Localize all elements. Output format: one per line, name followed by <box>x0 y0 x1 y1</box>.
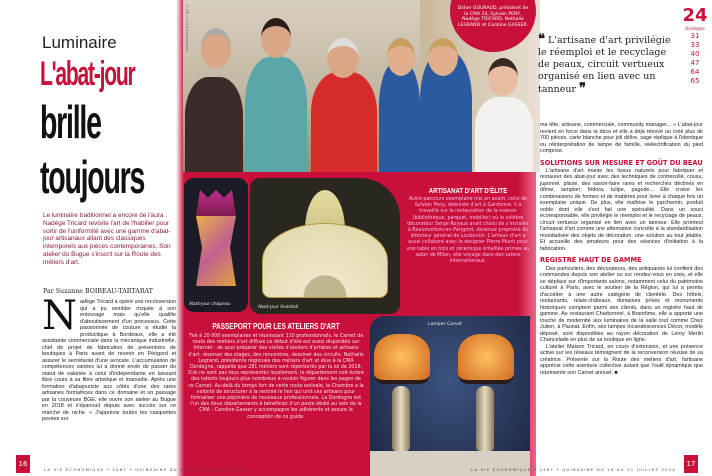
pull-quote <box>538 34 676 96</box>
index-main: 24 <box>682 5 708 26</box>
standfirst: Le luminaire traditionnel a encore de l'aura : Nadège Tricard revisite l'art de l'habiller pour sortir de l'uniformité avec une gamme d'abat-jour artisanaux allant des classiques intemporels aux pièces contemporaines. Son atelier du Bugue s'inscrit sur la Route des métiers d'art. <box>43 212 171 266</box>
box-artisanat-elite <box>406 186 530 265</box>
caption-lamps: Lampes Corset <box>428 322 462 327</box>
footer-right: LA VIE ÉCONOMIQUE • 2487 • QUINZAINE DU 16 AU 31 JUILLET 2024 <box>471 467 676 472</box>
byline: Par Suzanne BOIREAU-TARTARAT <box>43 288 153 295</box>
photo-credit: © DR - La Vie Économique <box>185 4 189 52</box>
body-text: elle a été assistante commerciale dans la mécanique industrielle, chef de projet de fabrication de présentoirs de boutiques à Paris avant de revenir en Périgord et assurer le secrétariat d'une avocate. L'accumulation de compétences variées lui a donné envie de passer du statut de salariée à celui d'indépendante en laissant libre cours à sa fibre artistique et manuelle. Après une formation d'abajouriste aux côtés d'une des rares artisanes formatrices dans ce domaine et un passage par la couveuse BGE, elle ouvre son atelier au Bugue en 2018 et s'épanouit depuis avec succès sur ce marché de niche. « J'apprécie toutes les casquettes posées sur <box>42 331 177 422</box>
caption-eventail: Abat-jour éventail <box>258 305 299 310</box>
title-line-1: L'abat-jour <box>40 55 135 93</box>
box-passeport-title: PASSEPORT POUR LES ATELIERS D'ART <box>212 322 340 331</box>
index-page[interactable]: 31 <box>690 32 700 40</box>
page-number-right: 17 <box>684 455 698 473</box>
index-page[interactable]: 65 <box>690 77 700 85</box>
box-passeport-text: Tiré à 20 000 exemplaires et réunissant 110 professionnels, le Carnet de route des métiers d'art diffusé ce début d'été est aussi disponible sur Internet : de quoi préparer des visites d'ateliers d'artistes et artisans d'art, réserver des stages, des rencontres, dessiner des circuits. Nathalie Legrand, présidente régionale des métiers d'art et élue à la CMA Dordogne, rappelle que 281 métiers sont répertoriés par la loi de 2016. S'ils ne sont pas tous représentés localement, le département voit éclore des talents toujours plus nombreux à vouloir figurer dans les pages de ce Carnet. Au-delà du temps fort de cette route estivale, la Chambre a la volonté de structurer à la rentrée le lien qui unit ces artisans pour formaliser une pépinière de nouveaux professionnels. La Dordogne est l'un des deux départements à bénéficier d'un poste dédié au sein de la CMA : Caroline Gasser y accompagne les adhérents et assure la conception de ce guide. <box>188 334 364 420</box>
subheading: REGISTRE HAUT DE GAMME <box>540 256 642 265</box>
right-column <box>540 122 703 376</box>
photo-eventail <box>250 178 400 314</box>
box-elite-text: Autre parcours exemplaire mis en avant, celui de Sylvain Peny, ébéniste d'art à Gardonne. Il a travaillé sur la restauration de la maison (bibliothèque, parquet, mobilier) où le célèbre décorateur Serge Royaux avait choisi de s'installer à Beaumontois-en-Périgord, devenue propriété du directeur général de Louboutin. L'artisan d'art a aussi collaboré avec le designer Pierre Munit pour une table en bois et céramique émaillée primée au salon de Milan, elle voyage dans des salons internationaux. <box>406 197 530 265</box>
paragraph: L'artisane d'art manie les tissus naturels pour fabriquer et restaurer des abat-jour avec des techniques de contrecollé, cousu, juponné, plissé, des savoir-faire rares et recherchés déclinés en dôme, lampion, fédora, tulipe, pagode... Elle croise les combinaisons de formes et de matières pour livrer à chaque fois un exemplaire unique. De plus, elle maîtrise le parchemin, produit noble dont elle s'est fait une spécialité. Dans un souci écoresponsable, elle privilégie le réemploi et le recyclage de peaux, circuit vertueux organisé en lien avec un tanneur. Elle promeut l'artisanat d'art comme une alternative concrète à la standardisation mondialisée des objets de décoration, une solution au tout jetable. Et accueille des amateurs pour des séances d'initiation à la fabrication. <box>540 167 703 252</box>
paragraph: ma tête, artisane, commerciale, community manager... » L'abat-jour revient en force dans la déco et elle a déjà rénové ou créé plus de 700 pièces, carte blanche pour joli délire, sage réplique à l'identique ou réinterprétation de lampe de famille, réélectrification du pied comprise. <box>540 122 703 154</box>
box-elite-title: ARTISANAT D'ART D'ÉLITE <box>428 186 508 195</box>
index-page[interactable]: 33 <box>690 41 700 49</box>
pull-quote-text: L'artisane d'art privilégie le réemploi et le recyclage de peaux, circuit vertueux organisé en lien avec un tanneur <box>538 35 671 95</box>
body-text-block <box>42 293 177 423</box>
index-page[interactable]: 47 <box>690 59 700 67</box>
photo-caption: Didier GOURAUD, président de la CMA 24, Sylvain PENY, Nadège TRICARD, Nathalie LEGRAND et Caroline GASSER. <box>457 6 529 28</box>
paragraph: L'atelier Maison Tricard, en cours d'extension, et une présence active sur les réseaux témoignent de la reconversion réussie de sa créatrice. Présente sur la Route des métiers d'art, l'artisane apprécie cette aventure collective autant que l'outil dynamique que représente son Carnet annuel. ■ <box>540 343 703 376</box>
caption-chapeau: Abat-jour chapeau <box>189 302 231 307</box>
open-quote-icon: ❝ <box>538 32 545 47</box>
photo-lamps <box>370 316 530 476</box>
page-index <box>680 6 710 86</box>
left-column <box>0 0 183 476</box>
box-passeport <box>188 322 364 421</box>
title-line-2: brille <box>40 96 101 148</box>
index-page[interactable]: 64 <box>690 68 700 76</box>
drop-cap: N <box>42 293 77 339</box>
body-text-start: adège Tricard a opéré une reconversion qui a pu sembler risquée à son entourage mais qu'elle qualifie d'aboutissement d'un processus. Cette passionnée de couture a étudié la productique à Bordeaux, <box>80 299 176 338</box>
title-line-3: toujours <box>40 151 145 203</box>
close-quote-icon: ❞ <box>579 81 587 96</box>
paragraph: Des particuliers, des décorateurs, des antiquaires lui confient des commandes depuis son atelier ou sur rendez-vous en visio, et elle se déplace sur d'importants salons, notamment celui du patrimoine culturel à Paris, avec le soutien de la Région, qui lui a permis d'accéder à une autre catégorie de clientèle. Des hôtels, restaurants, relais-châteaux, domaines privés et monuments historiques comptent parmi ses clients, dans un registre haut de gamme. Au restaurant Charbonnel, à Brantôme, elle a apporté une touche de modernité aux luminaires de la salle tout comme Chez Julien, à Paunat. Enfin, ses lampes Incandescences Décor, modèle déposé, sont disponibles au rayon décoration de Leroy Merlin Chancelade en plus de sa boutique en ligne. <box>540 265 703 344</box>
index-label: Dordogne <box>685 26 705 31</box>
photo-chapeau <box>184 178 248 312</box>
page-number-left: 16 <box>16 455 30 473</box>
group-photo <box>183 0 420 172</box>
subheading: SOLUTIONS SUR MESURE ET GOÛT DU BEAU <box>540 158 703 167</box>
kicker: Luminaire <box>42 33 117 52</box>
index-page[interactable]: 40 <box>690 50 700 58</box>
footer-left: LA VIE ÉCONOMIQUE • 2487 • QUINZAINE DU 16 AU 31 JUILLET 2024 <box>44 467 249 472</box>
